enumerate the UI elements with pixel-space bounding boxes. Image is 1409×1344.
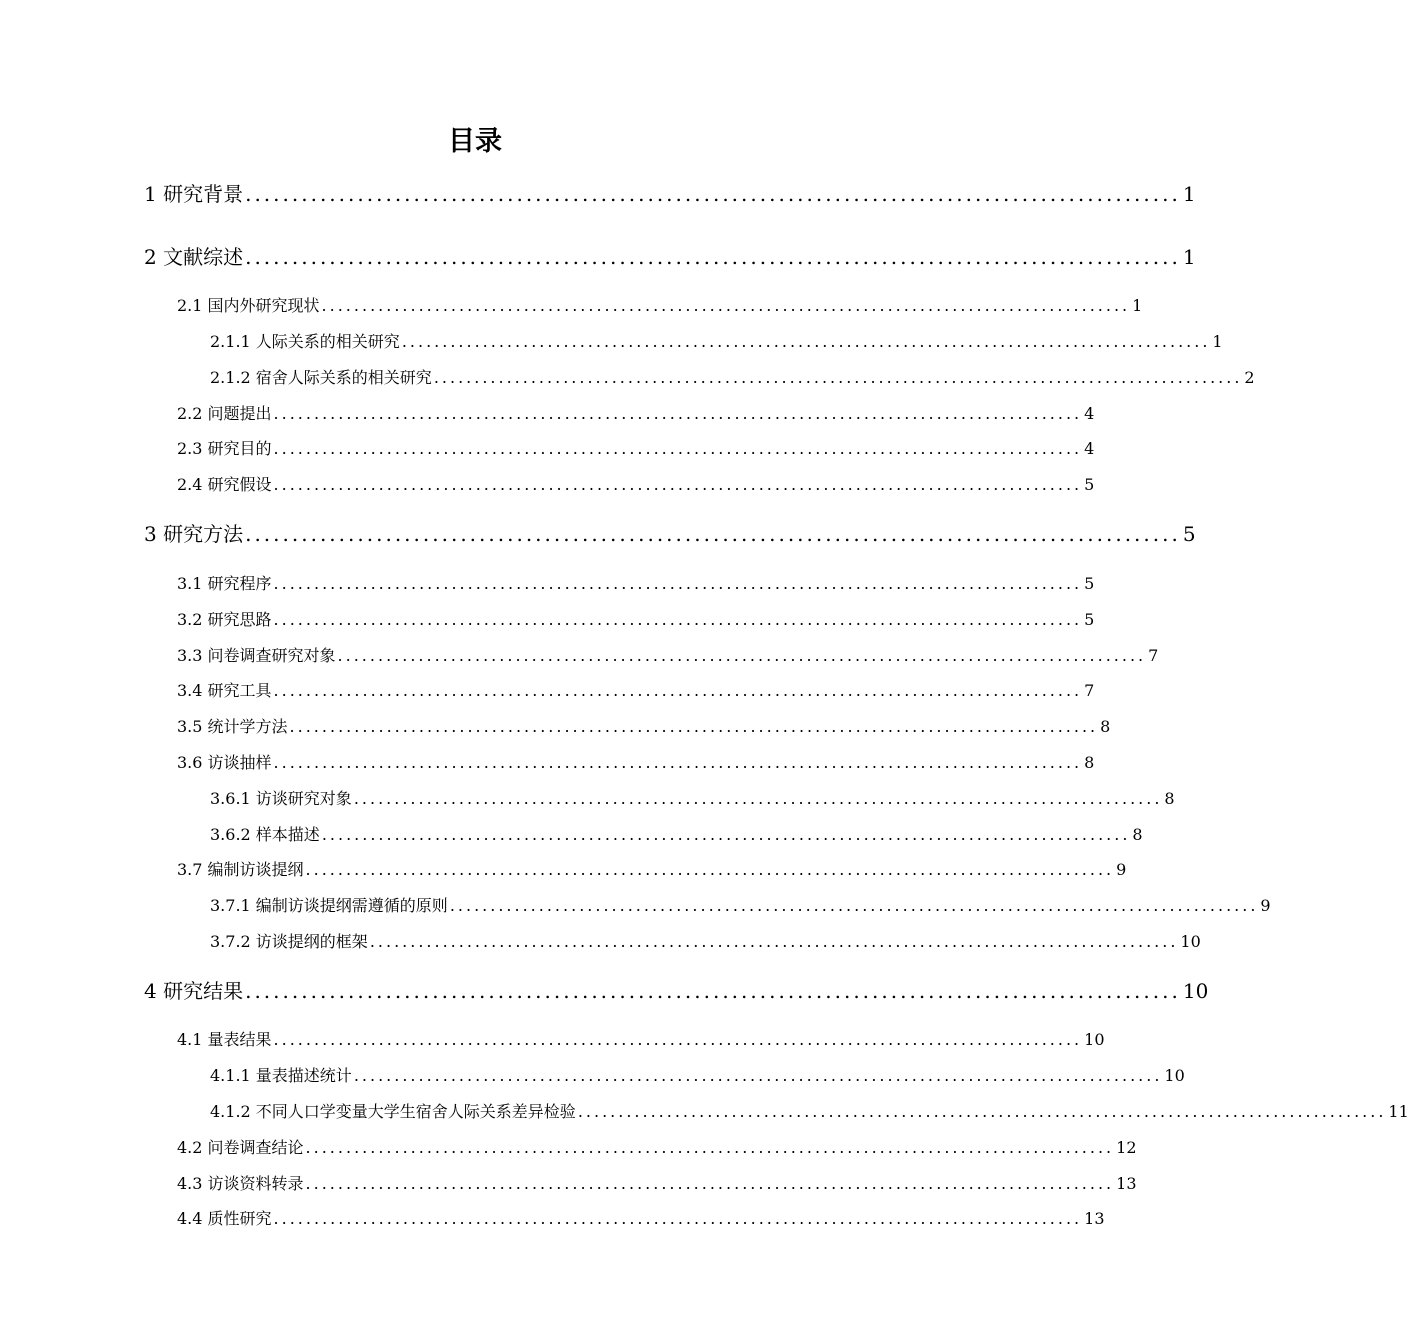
toc-dot-leader: .................................................................................................... <box>273 681 1083 700</box>
toc-dot-leader: .................................................................................................... <box>273 574 1083 593</box>
toc-entry-level1[interactable] <box>144 975 1209 1005</box>
toc-page-number: 13 <box>1084 1209 1105 1228</box>
toc-page-number: 8 <box>1132 825 1143 844</box>
toc-entry-level1[interactable] <box>144 518 1196 548</box>
toc-entry-label: 2.4 研究假设 <box>177 475 272 494</box>
toc-entry-label: 4.1.2 不同人口学变量大学生宿舍人际关系差异检验 <box>210 1102 576 1121</box>
toc-entry-label: 2 文献综述 <box>144 245 244 269</box>
toc-dot-leader: .................................................................................................... <box>273 475 1083 494</box>
toc-entry-label: 2.1.1 人际关系的相关研究 <box>210 332 400 351</box>
toc-entry-level2[interactable] <box>177 472 1095 496</box>
toc-page-number: 5 <box>1084 610 1095 629</box>
toc-entry-label: 4.1.1 量表描述统计 <box>210 1066 352 1085</box>
toc-entry-label: 1 研究背景 <box>144 182 244 206</box>
toc-entry-label: 4.1 量表结果 <box>177 1030 272 1049</box>
toc-entry-label: 4.4 质性研究 <box>177 1209 272 1228</box>
toc-title: 目录 <box>448 126 502 157</box>
toc-page-number: 8 <box>1100 717 1111 736</box>
toc-dot-leader: .................................................................................................... <box>449 896 1259 915</box>
toc-entry-level3[interactable] <box>210 893 1271 917</box>
toc-dot-leader: .................................................................................................... <box>273 439 1083 458</box>
toc-entry-level2[interactable] <box>177 1171 1137 1195</box>
toc-entry-level2[interactable] <box>177 750 1095 774</box>
toc-entry-label: 3.2 研究思路 <box>177 610 272 629</box>
toc-entry-label: 3 研究方法 <box>144 522 244 546</box>
toc-page-number: 1 <box>1212 332 1223 351</box>
toc-page-number: 9 <box>1116 860 1127 879</box>
toc-page-number: 5 <box>1182 522 1196 546</box>
toc-entry-level2[interactable] <box>177 643 1159 667</box>
toc-page-number: 8 <box>1164 789 1175 808</box>
toc-dot-leader: .................................................................................................... <box>321 296 1131 315</box>
toc-entry-level2[interactable] <box>177 1027 1105 1051</box>
toc-page-number: 7 <box>1084 681 1095 700</box>
toc-dot-leader: .................................................................................................... <box>353 789 1163 808</box>
toc-page-number: 12 <box>1116 1138 1137 1157</box>
toc-entry-level3[interactable] <box>210 1099 1409 1123</box>
toc-entry-label: 4.3 访谈资料转录 <box>177 1174 304 1193</box>
toc-dot-leader: .................................................................................................... <box>273 753 1083 772</box>
toc-page-number: 7 <box>1148 646 1159 665</box>
toc-entry-level2[interactable] <box>177 607 1095 631</box>
toc-entry-level2[interactable] <box>177 1206 1105 1230</box>
toc-entry-level3[interactable] <box>210 1063 1185 1087</box>
toc-entry-level3[interactable] <box>210 329 1223 353</box>
toc-dot-leader: .................................................................................................... <box>245 979 1181 1003</box>
toc-dot-leader: .................................................................................................... <box>245 522 1181 546</box>
toc-dot-leader: .................................................................................................... <box>321 825 1131 844</box>
toc-dot-leader: .................................................................................................... <box>245 245 1181 269</box>
toc-entry-label: 2.3 研究目的 <box>177 439 272 458</box>
toc-dot-leader: .................................................................................................... <box>305 860 1115 879</box>
toc-dot-leader: .................................................................................................... <box>433 368 1243 387</box>
toc-entry-label: 3.5 统计学方法 <box>177 717 288 736</box>
toc-entry-label: 3.1 研究程序 <box>177 574 272 593</box>
toc-dot-leader: .................................................................................................... <box>305 1138 1115 1157</box>
toc-entry-level2[interactable] <box>177 714 1111 738</box>
toc-page-number: 10 <box>1164 1066 1185 1085</box>
toc-page-number: 10 <box>1180 932 1201 951</box>
toc-entry-level2[interactable] <box>177 436 1095 460</box>
toc-entry-label: 4 研究结果 <box>144 979 244 1003</box>
toc-page-number: 5 <box>1084 574 1095 593</box>
toc-entry-label: 3.7.2 访谈提纲的框架 <box>210 932 368 951</box>
toc-page-number: 9 <box>1260 896 1271 915</box>
toc-entry-label: 3.7.1 编制访谈提纲需遵循的原则 <box>210 896 448 915</box>
toc-entry-label: 3.6.2 样本描述 <box>210 825 320 844</box>
toc-entry-level3[interactable] <box>210 786 1175 810</box>
toc-dot-leader: .................................................................................................... <box>273 404 1083 423</box>
toc-entry-level2[interactable] <box>177 571 1095 595</box>
toc-dot-leader: .................................................................................................... <box>337 646 1147 665</box>
toc-page-number: 4 <box>1084 439 1095 458</box>
toc-entry-label: 2.1 国内外研究现状 <box>177 296 320 315</box>
toc-dot-leader: .................................................................................................... <box>353 1066 1163 1085</box>
toc-entry-label: 3.6.1 访谈研究对象 <box>210 789 352 808</box>
toc-page-number: 5 <box>1084 475 1095 494</box>
toc-dot-leader: .................................................................................................... <box>273 610 1083 629</box>
toc-dot-leader: .................................................................................................... <box>273 1030 1083 1049</box>
toc-entry-level2[interactable] <box>177 857 1127 881</box>
toc-page-number: 8 <box>1084 753 1095 772</box>
toc-page-number: 2 <box>1244 368 1255 387</box>
toc-entry-level3[interactable] <box>210 365 1255 389</box>
toc-entry-level2[interactable] <box>177 401 1095 425</box>
toc-entry-label: 3.3 问卷调查研究对象 <box>177 646 336 665</box>
toc-entry-label: 2.2 问题提出 <box>177 404 272 423</box>
toc-page-number: 4 <box>1084 404 1095 423</box>
toc-page-number: 10 <box>1182 979 1209 1003</box>
toc-entry-label: 2.1.2 宿舍人际关系的相关研究 <box>210 368 432 387</box>
toc-entry-label: 3.7 编制访谈提纲 <box>177 860 304 879</box>
toc-entry-level2[interactable] <box>177 678 1095 702</box>
toc-dot-leader: .................................................................................................... <box>245 182 1181 206</box>
toc-entry-label: 4.2 问卷调查结论 <box>177 1138 304 1157</box>
toc-page-number: 11 <box>1388 1102 1409 1121</box>
toc-page-number: 1 <box>1132 296 1143 315</box>
toc-dot-leader: .................................................................................................... <box>305 1174 1115 1193</box>
toc-dot-leader: .................................................................................................... <box>401 332 1211 351</box>
toc-dot-leader: .................................................................................................... <box>273 1209 1083 1228</box>
toc-entry-level1[interactable] <box>144 178 1196 208</box>
toc-entry-label: 3.6 访谈抽样 <box>177 753 272 772</box>
toc-page-number: 1 <box>1182 182 1196 206</box>
toc-entry-level2[interactable] <box>177 1135 1137 1159</box>
toc-dot-leader: .................................................................................................... <box>289 717 1099 736</box>
toc-entry-level2[interactable] <box>177 293 1143 317</box>
toc-page-number: 13 <box>1116 1174 1137 1193</box>
toc-entry-level3[interactable] <box>210 822 1143 846</box>
toc-entry-level1[interactable] <box>144 241 1196 271</box>
toc-entry-label: 3.4 研究工具 <box>177 681 272 700</box>
toc-dot-leader: .................................................................................................... <box>369 932 1179 951</box>
toc-dot-leader: .................................................................................................... <box>577 1102 1387 1121</box>
toc-entry-level3[interactable] <box>210 929 1201 953</box>
toc-page-number: 10 <box>1084 1030 1105 1049</box>
toc-page-number: 1 <box>1182 245 1196 269</box>
